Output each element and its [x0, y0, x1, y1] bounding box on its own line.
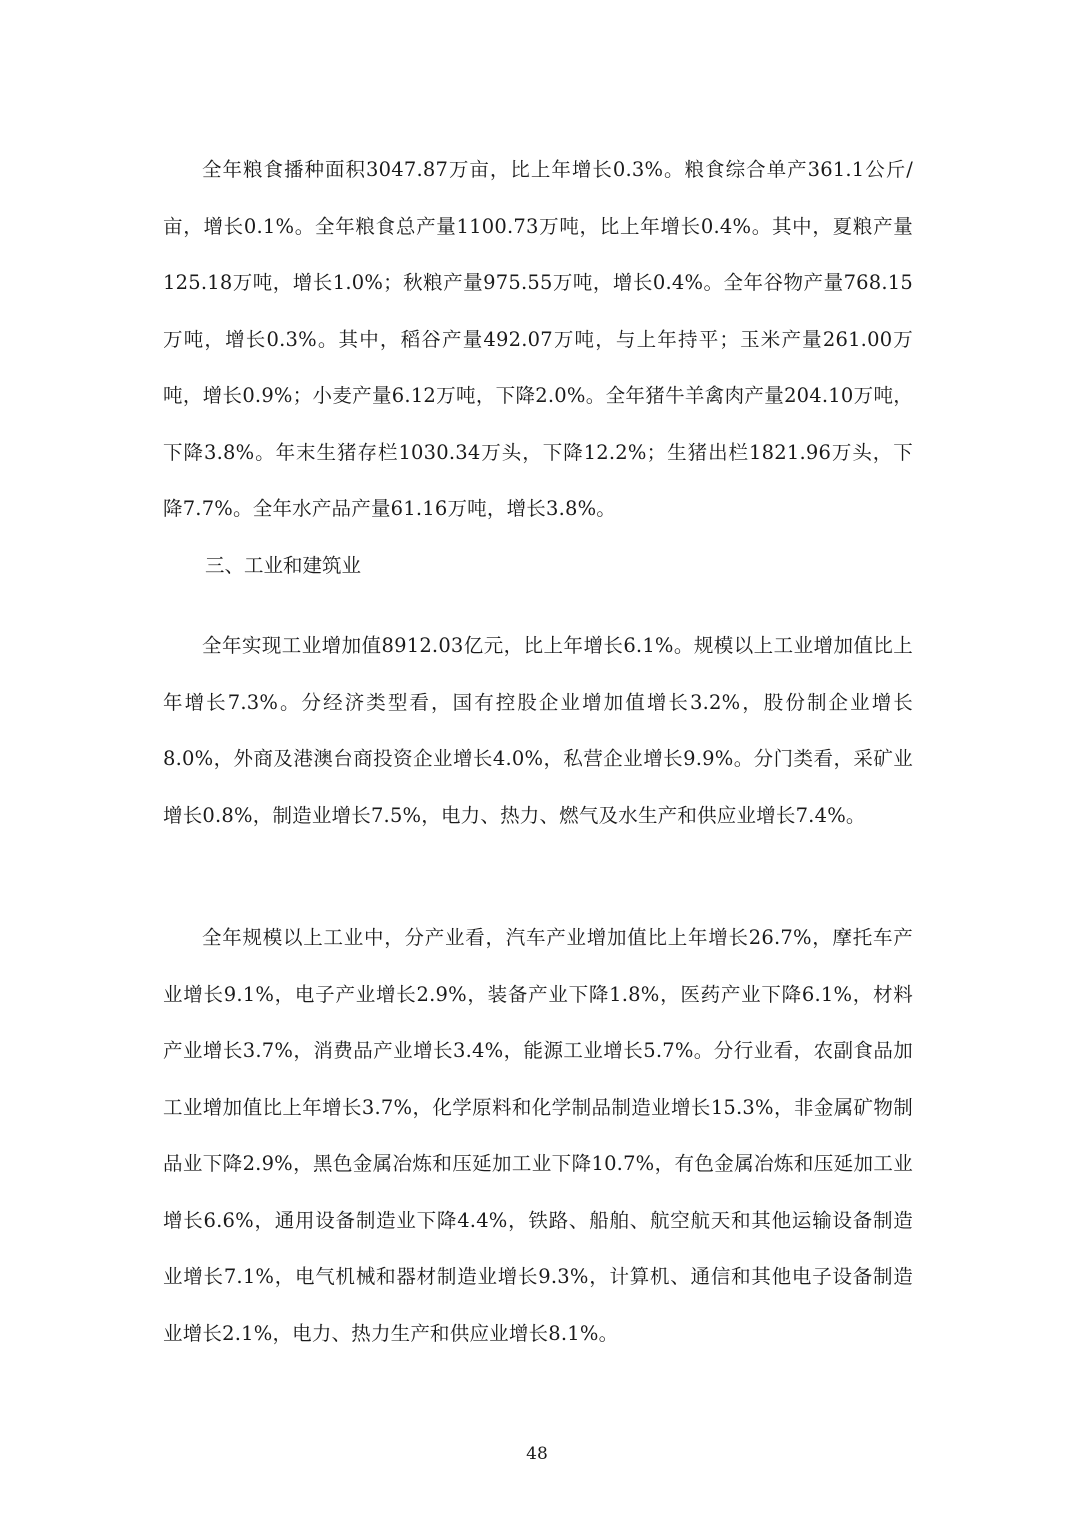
page-number: 48 — [526, 1444, 548, 1464]
industry-by-sector-paragraph: 全年规模以上工业中，分产业看，汽车产业增加值比上年增长26.7%，摩托车产业增长9.1%，电子产业增长2.9%，装备产业下降1.8%，医药产业下降6.1%，材料产业增长3.7%，消费品产业增长3.4%，能源工业增长5.7%。分行业看，农副食品加工业增加值比上年增长3.7%，化学原料和化学制品制造业增长15.3%，非金属矿物制品业下降2.9%，黑色金属冶炼和压延加工业下降10.7%，有色金属冶炼和压延加工业增长6.6%，通用设备制造业下降4.4%，铁路、船舶、航空航天和其他运输设备制造业增长7.1%，电气机械和器材制造业增长9.3%，计算机、通信和其他电子设备制造业增长2.1%，电力、热力生产和供应业增长8.1%。 — [163, 926, 913, 1345]
agriculture-output-paragraph: 全年粮食播种面积3047.87万亩，比上年增长0.3%。粮食综合单产361.1公斤/亩，增长0.1%。全年粮食总产量1100.73万吨，比上年增长0.4%。其中，夏粮产量125.18万吨，增长1.0%；秋粮产量975.55万吨，增长0.4%。全年谷物产量768.15万吨，增长0.3%。其中，稻谷产量492.07万吨，与上年持平；玉米产量261.00万吨，增长0.9%；小麦产量6.12万吨，下降2.0%。全年猪牛羊禽肉产量204.10万吨，下降3.8%。年末生猪存栏1030.34万头，下降12.2%；生猪出栏1821.96万头，下降7.7%。全年水产品产量61.16万吨，增长3.8%。 — [163, 158, 913, 520]
industry-value-added-paragraph: 全年实现工业增加值8912.03亿元，比上年增长6.1%。规模以上工业增加值比上年增长7.3%。分经济类型看，国有控股企业增加值增长3.2%，股份制企业增长8.0%，外商及港澳台商投资企业增长4.0%，私营企业增长9.9%。分门类看，采矿业增长0.8%，制造业增长7.5%，电力、热力、燃气及水生产和供应业增长7.4%。 — [163, 634, 913, 827]
section-heading: 三、工业和建筑业 — [205, 554, 362, 577]
